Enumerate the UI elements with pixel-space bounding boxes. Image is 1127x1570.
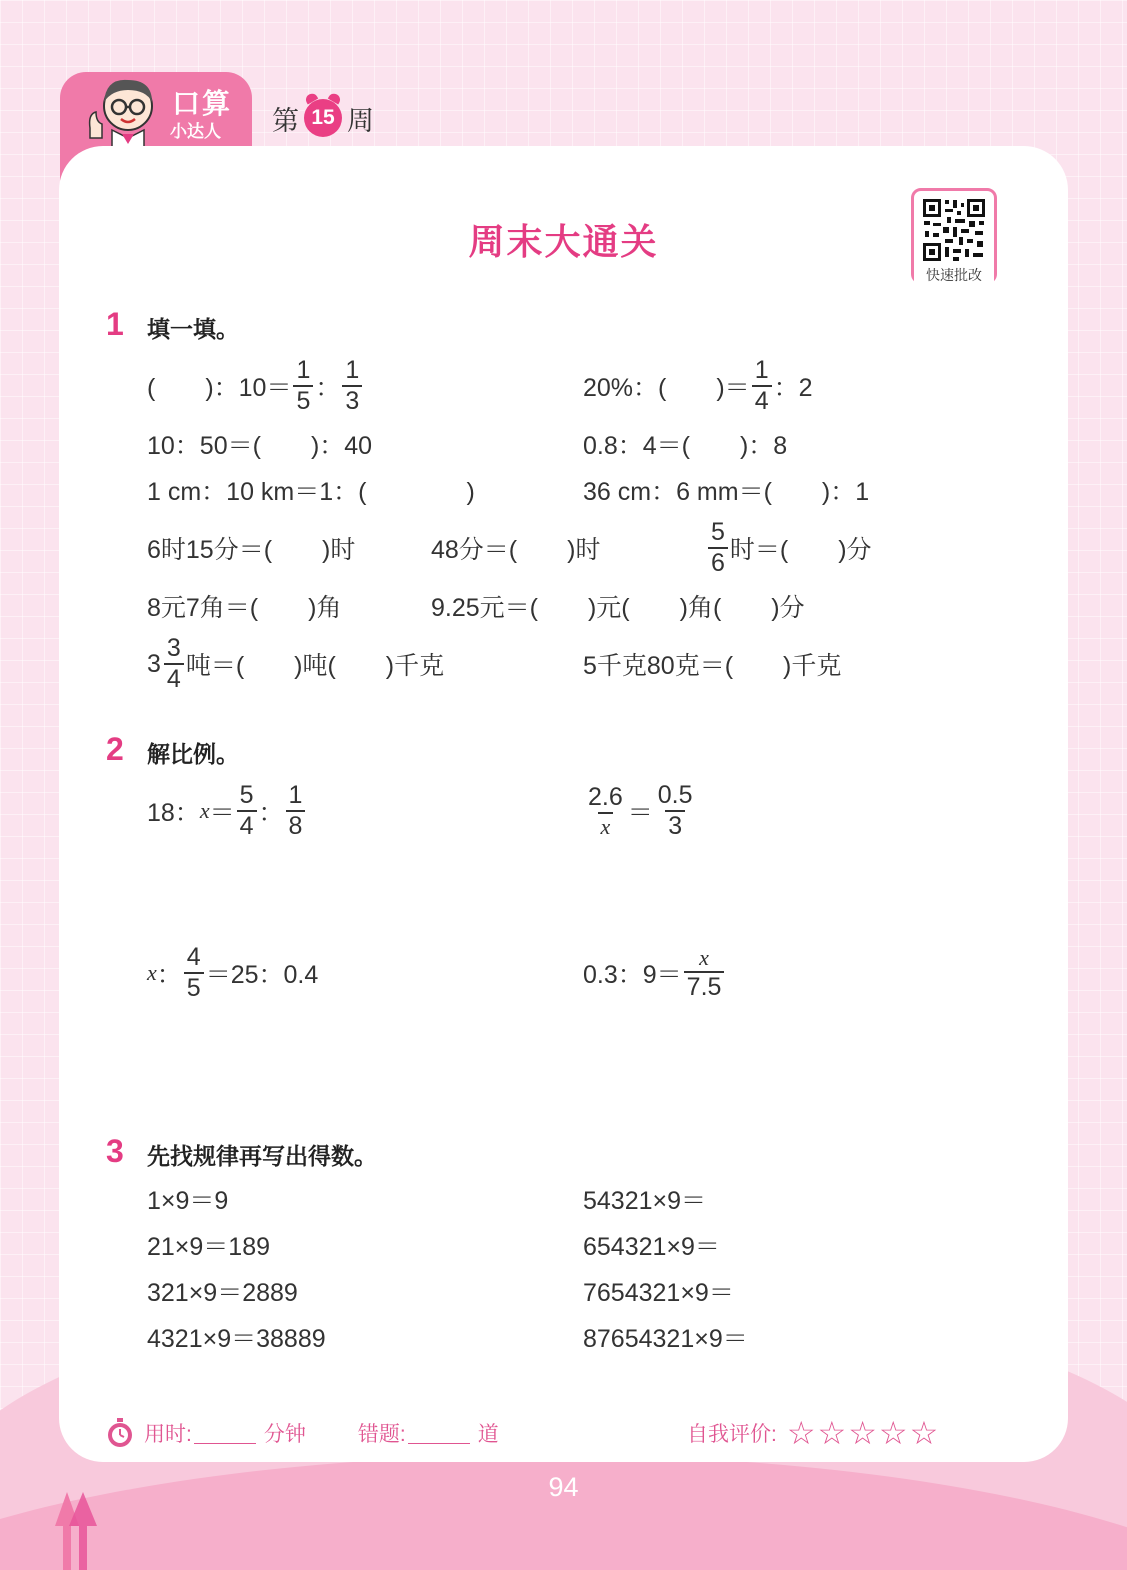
section-1-number: 1 xyxy=(106,306,124,342)
fill-item: $\frac{5}{6}$ 时＝( )分 xyxy=(706,518,872,578)
self-evaluation xyxy=(687,1416,940,1450)
fill-item: 1 cm：10 km＝1：( ) xyxy=(147,478,475,506)
section-3-title: 先找规律再写出得数。 xyxy=(147,1143,377,1169)
time-label: 用时: xyxy=(144,1423,192,1446)
week-number: 15 xyxy=(311,106,335,129)
section-3-number: 3 xyxy=(106,1133,124,1169)
fill-item: 36 cm：6 mm＝( )：1 xyxy=(583,478,870,506)
rating-stars[interactable]: ☆☆☆☆☆ xyxy=(786,1415,941,1451)
pattern-item: 7654321×9＝ xyxy=(583,1279,734,1307)
proportion-equation: 0.3：9＝ $\frac{x}{7.5}$ xyxy=(583,943,726,1003)
pattern-item: 654321×9＝ xyxy=(583,1233,720,1261)
errors-unit: 道 xyxy=(477,1423,499,1446)
fill-item: 48分＝( )时 xyxy=(431,536,601,564)
fill-item: 0.8：4＝( )：8 xyxy=(583,432,788,460)
pattern-item: 54321×9＝ xyxy=(583,1187,707,1215)
page-title: 周末大通关 xyxy=(468,221,659,262)
qr-label: 快速批改 xyxy=(914,265,994,285)
pattern-item: 87654321×9＝ xyxy=(583,1325,748,1353)
badge-subtitle: 小达人 xyxy=(170,122,221,141)
qr-code-panel[interactable] xyxy=(911,188,997,284)
proportion-equation: 18： x ＝ $\frac{5}{4}$ ： $\frac{1}{8}$ xyxy=(147,781,307,841)
pattern-item: 4321×9＝38889 xyxy=(147,1325,326,1353)
badge-title: 口算 xyxy=(172,88,233,119)
fill-item: ( )：10＝ $\frac{1}{5}$ ： $\frac{1}{3}$ xyxy=(147,356,364,416)
pattern-item: 1×9＝9 xyxy=(147,1187,229,1215)
time-unit: 分钟 xyxy=(263,1423,306,1446)
fill-item: 6时15分＝( )时 xyxy=(147,536,356,564)
fill-item: 5千克80克＝( )千克 xyxy=(583,652,842,680)
pattern-item: 21×9＝189 xyxy=(147,1233,271,1261)
clock-icon xyxy=(304,99,342,137)
evaluation-label: 自我评价: xyxy=(687,1423,777,1446)
arrow-decoration-icon xyxy=(55,1492,97,1570)
errors-label: 错题: xyxy=(357,1423,406,1446)
time-errors-footer xyxy=(106,1416,499,1450)
fill-item: 9.25元＝( )元( )角( )分 xyxy=(431,594,805,622)
section-1-title: 填一填。 xyxy=(147,316,239,342)
stopwatch-icon xyxy=(106,1418,134,1448)
fill-item: 10：50＝( )：40 xyxy=(147,432,373,460)
fill-item: 20%：( )＝ $\frac{1}{4}$ ：2 xyxy=(583,356,813,415)
fill-item: 8元7角＝( )角 xyxy=(147,594,342,622)
proportion-equation: $\frac{2.6}{x}$ ＝ $\frac{0.5}{3}$ xyxy=(588,781,693,840)
errors-blank[interactable] xyxy=(408,1422,470,1444)
fill-item: 3 $\frac{3}{4}$ 吨＝( )吨( )千克 xyxy=(147,634,445,693)
mascot-icon xyxy=(82,72,168,150)
week-suffix: 周 xyxy=(347,105,374,136)
pattern-item: 321×9＝2889 xyxy=(147,1279,298,1307)
page-number: 94 xyxy=(548,1472,579,1502)
time-blank[interactable] xyxy=(194,1422,256,1444)
section-2-number: 2 xyxy=(106,731,124,767)
week-indicator xyxy=(272,98,374,138)
week-prefix: 第 xyxy=(272,105,299,136)
section-2-title: 解比例。 xyxy=(147,741,239,767)
qr-code-icon xyxy=(921,197,987,263)
proportion-equation: x ： $\frac{4}{5}$ ＝25：0.4 xyxy=(147,943,319,1002)
